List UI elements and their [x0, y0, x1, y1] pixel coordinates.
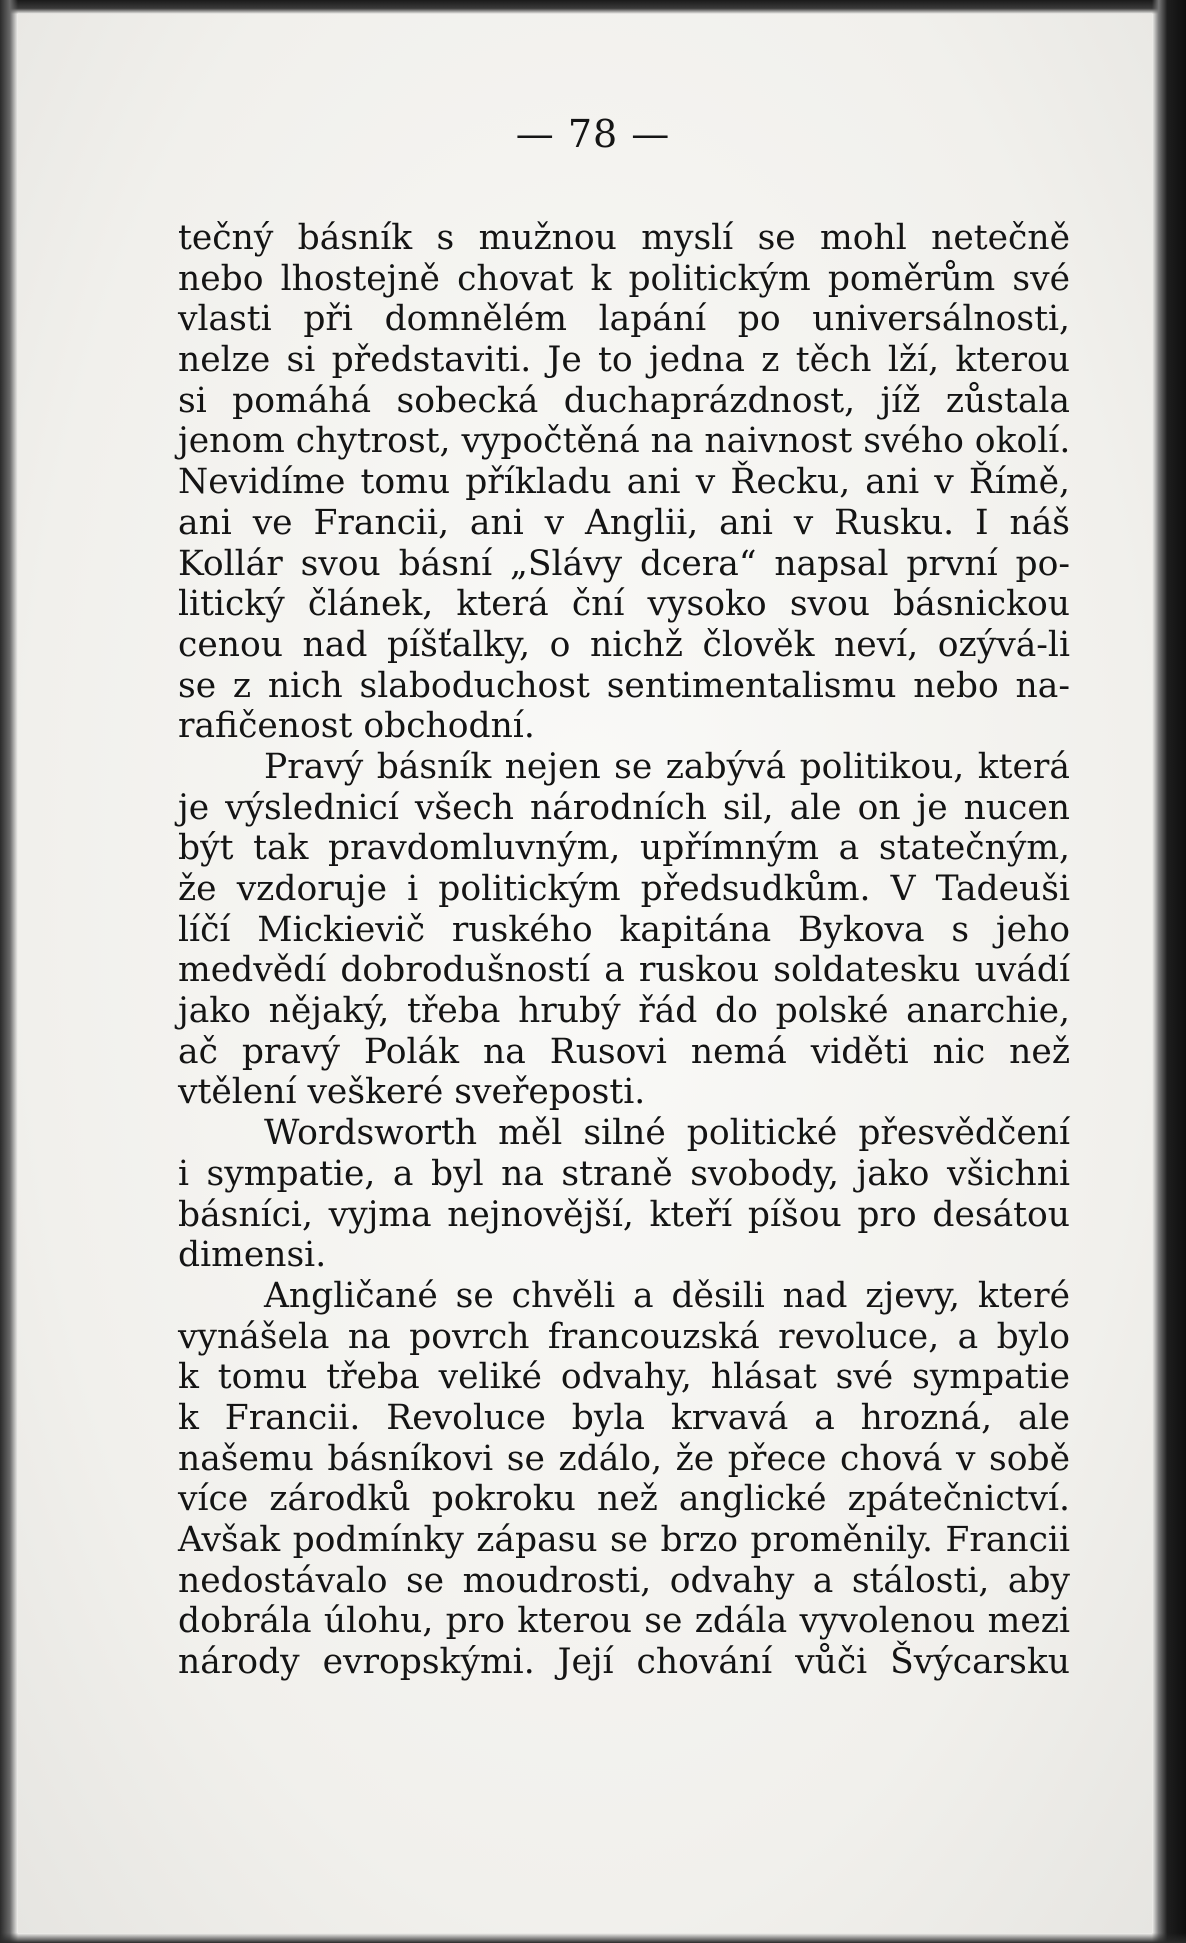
text-line: se z nich slaboduchost sentimentalismu nebo na- — [178, 665, 1070, 706]
text-line: Angličané se chvěli a děsili nad zjevy, které — [264, 1275, 1070, 1316]
text-line: litický článek, která ční vysoko svou básnickou — [178, 584, 1070, 625]
text-line: rafičenost obchodní. — [178, 706, 535, 747]
text-line: tečný básník s mužnou myslí se mohl netečně — [178, 218, 1070, 258]
text-line: Kollár svou básní „Slávy dcera“ napsal první po- — [178, 543, 1070, 584]
text-line: i sympatie, a byl na straně svobody, jako všichni — [178, 1153, 1070, 1194]
text-line: si pomáhá sobecká duchaprázdnost, jíž zůstala — [178, 380, 1070, 421]
page-number: — 78 — — [515, 112, 671, 156]
scan-border-left — [0, 0, 18, 1943]
text-line: Avšak podmínky zápasu se brzo proměnily. Francii — [178, 1520, 1070, 1560]
body-text — [178, 218, 1070, 1683]
text-line: k tomu třeba veliké odvahy, hlásat své sympatie — [178, 1357, 1070, 1398]
text-line: líčí Mickievič ruského kapitána Bykova s jeho — [178, 909, 1070, 950]
scan-border-right — [1152, 0, 1186, 1943]
text-line: Wordsworth měl silné politické přesvědčení — [264, 1113, 1070, 1154]
text-line: že vzdoruje i politickým předsudkům. V Tadeuši — [178, 869, 1070, 909]
text-line: medvědí dobrodušností a ruskou soldatesku uvádí — [178, 950, 1070, 991]
text-line: ani ve Francii, ani v Anglii, ani v Rusku. I náš — [178, 502, 1070, 543]
text-line: našemu básníkovi se zdálo, že přece chová v sobě — [178, 1438, 1070, 1479]
text-line: vtělení veškeré sveřeposti. — [178, 1072, 646, 1113]
text-line: být tak pravdomluvným, upřímným a statečným, — [178, 828, 1070, 869]
text-line: vynášela na povrch francouzská revoluce, a bylo — [178, 1316, 1070, 1357]
text-line: nelze si představiti. Je to jedna z těch lží, kterou — [178, 340, 1070, 381]
text-line: Pravý básník nejen se zabývá politikou, která — [264, 746, 1070, 787]
text-line: k Francii. Revoluce byla krvavá a hrozná, ale — [178, 1397, 1070, 1438]
text-line: je výslednicí všech národních sil, ale on je nucen — [178, 787, 1070, 828]
text-line: dimensi. — [178, 1235, 327, 1276]
text-line: cenou nad píšťalky, o nichž člověk neví, ozývá-li — [178, 624, 1070, 665]
text-line: Nevidíme tomu příkladu ani v Řecku, ani v Římě, — [178, 462, 1070, 503]
text-line: dobrála úlohu, pro kterou se zdála vyvolenou mezi — [178, 1601, 1070, 1642]
scan-border-top — [0, 0, 1186, 14]
text-line: básníci, vyjma nejnovější, kteří píšou pro desátou — [178, 1194, 1070, 1235]
text-line: více zárodků pokroku než anglické zpátečnictví. — [178, 1479, 1070, 1520]
text-line: národy evropskými. Její chování vůči Švýcarsku — [178, 1642, 1070, 1683]
text-line: nebo lhostejně chovat k politickým poměrům své — [178, 258, 1070, 299]
text-line: jako nějaký, třeba hrubý řád do polské anarchie, — [178, 991, 1070, 1032]
scan-border-bottom — [0, 1933, 1186, 1943]
text-line: vlasti při domnělém lapání po universálnosti, — [178, 299, 1070, 340]
text-line: jenom chytrost, vypočtěná na naivnost svého okolí. — [178, 421, 1071, 462]
text-line: nedostávalo se moudrosti, odvahy a stálosti, aby — [178, 1560, 1070, 1601]
text-line: ač pravý Polák na Rusovi nemá viděti nic než — [178, 1031, 1070, 1072]
